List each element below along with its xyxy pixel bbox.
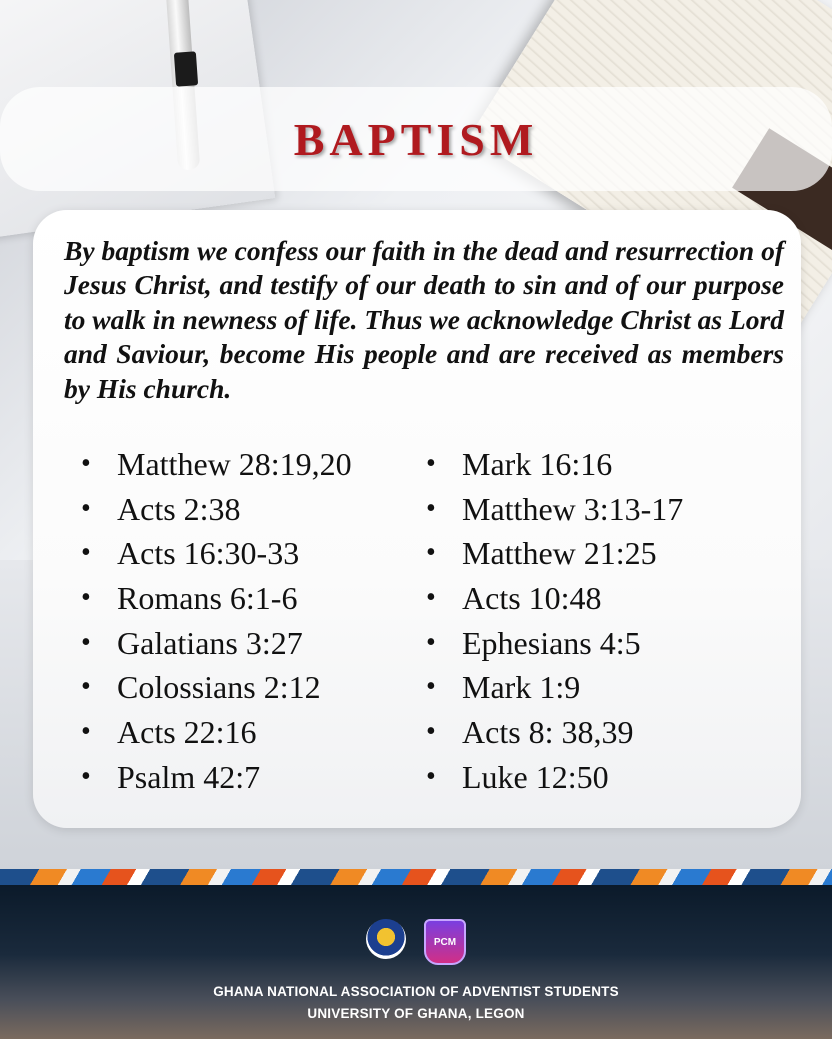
bullet-icon: • (426, 537, 436, 569)
reference-text: Acts 16:30-33 (117, 535, 300, 572)
reference-text: Luke 12:50 (462, 758, 609, 795)
association-logo-id (366, 919, 406, 959)
reference-item (81, 621, 352, 666)
reference-item (426, 487, 683, 532)
reference-text: Colossians 2:12 (117, 669, 321, 706)
references-left-column (81, 442, 352, 800)
bullet-icon: • (81, 537, 91, 569)
reference-item (426, 531, 683, 576)
university-name: UNIVERSITY OF GHANA, LEGON (307, 1006, 525, 1021)
content-card (33, 210, 801, 828)
organization-name: GHANA NATIONAL ASSOCIATION OF ADVENTIST STUDENTS (213, 984, 619, 999)
reference-text: Romans 6:1-6 (117, 580, 298, 617)
reference-item (81, 487, 352, 532)
bullet-icon: • (426, 760, 436, 792)
reference-text: Acts 8: 38,39 (462, 714, 634, 751)
pen-band (174, 51, 198, 86)
bullet-icon: • (426, 716, 436, 748)
bullet-icon: • (81, 716, 91, 748)
bullet-icon: • (426, 448, 436, 479)
reference-text: Mark 1:9 (462, 669, 581, 706)
reference-text: Matthew 28:19,20 (117, 446, 352, 482)
reference-text: Psalm 42:7 (117, 758, 261, 795)
bullet-icon: • (81, 582, 91, 614)
bullet-icon: • (81, 492, 91, 524)
baptism-description: By baptism we confess our faith in the dead and resurrection of Jesus Christ, and testify of our death to sin and of our purpose to walk in newness of life. Thus we acknowledge Christ as Lord and Saviour, become His people and are received as members by His church. (64, 235, 784, 404)
decorative-stripe (0, 869, 832, 885)
bullet-icon: • (426, 671, 436, 703)
reference-text: Galatians 3:27 (117, 624, 303, 661)
reference-item (426, 665, 683, 710)
pcm-logo-icon (424, 919, 466, 965)
reference-text: Ephesians 4:5 (462, 624, 641, 661)
reference-item (426, 442, 683, 487)
footer (0, 885, 832, 1039)
reference-text: Acts 2:38 (117, 490, 241, 527)
bullet-icon: • (426, 626, 436, 658)
bullet-icon: • (81, 448, 91, 479)
reference-item (426, 576, 683, 621)
title-banner (0, 87, 832, 191)
reference-text: Matthew 21:25 (462, 535, 657, 572)
reference-item (81, 665, 352, 710)
reference-item (426, 755, 683, 800)
reference-text: Mark 16:16 (462, 446, 613, 482)
reference-item (81, 576, 352, 621)
association-logo-icon (366, 919, 406, 959)
logo-row (0, 919, 832, 965)
reference-text: Acts 22:16 (117, 714, 257, 751)
bullet-icon: • (426, 492, 436, 524)
bullet-icon: • (81, 626, 91, 658)
reference-item (426, 621, 683, 666)
reference-text: Acts 10:48 (462, 580, 602, 617)
page-title: BAPTISM (293, 113, 539, 165)
pcm-logo-text: PCM (433, 936, 457, 948)
reference-item (81, 755, 352, 800)
bullet-icon: • (426, 582, 436, 614)
bullet-icon: • (81, 760, 91, 792)
reference-text: Matthew 3:13-17 (462, 490, 684, 527)
references-right-column (426, 442, 683, 800)
reference-item (81, 442, 352, 487)
reference-item (81, 710, 352, 755)
reference-item (426, 710, 683, 755)
bullet-icon: • (81, 671, 91, 703)
reference-item (81, 531, 352, 576)
